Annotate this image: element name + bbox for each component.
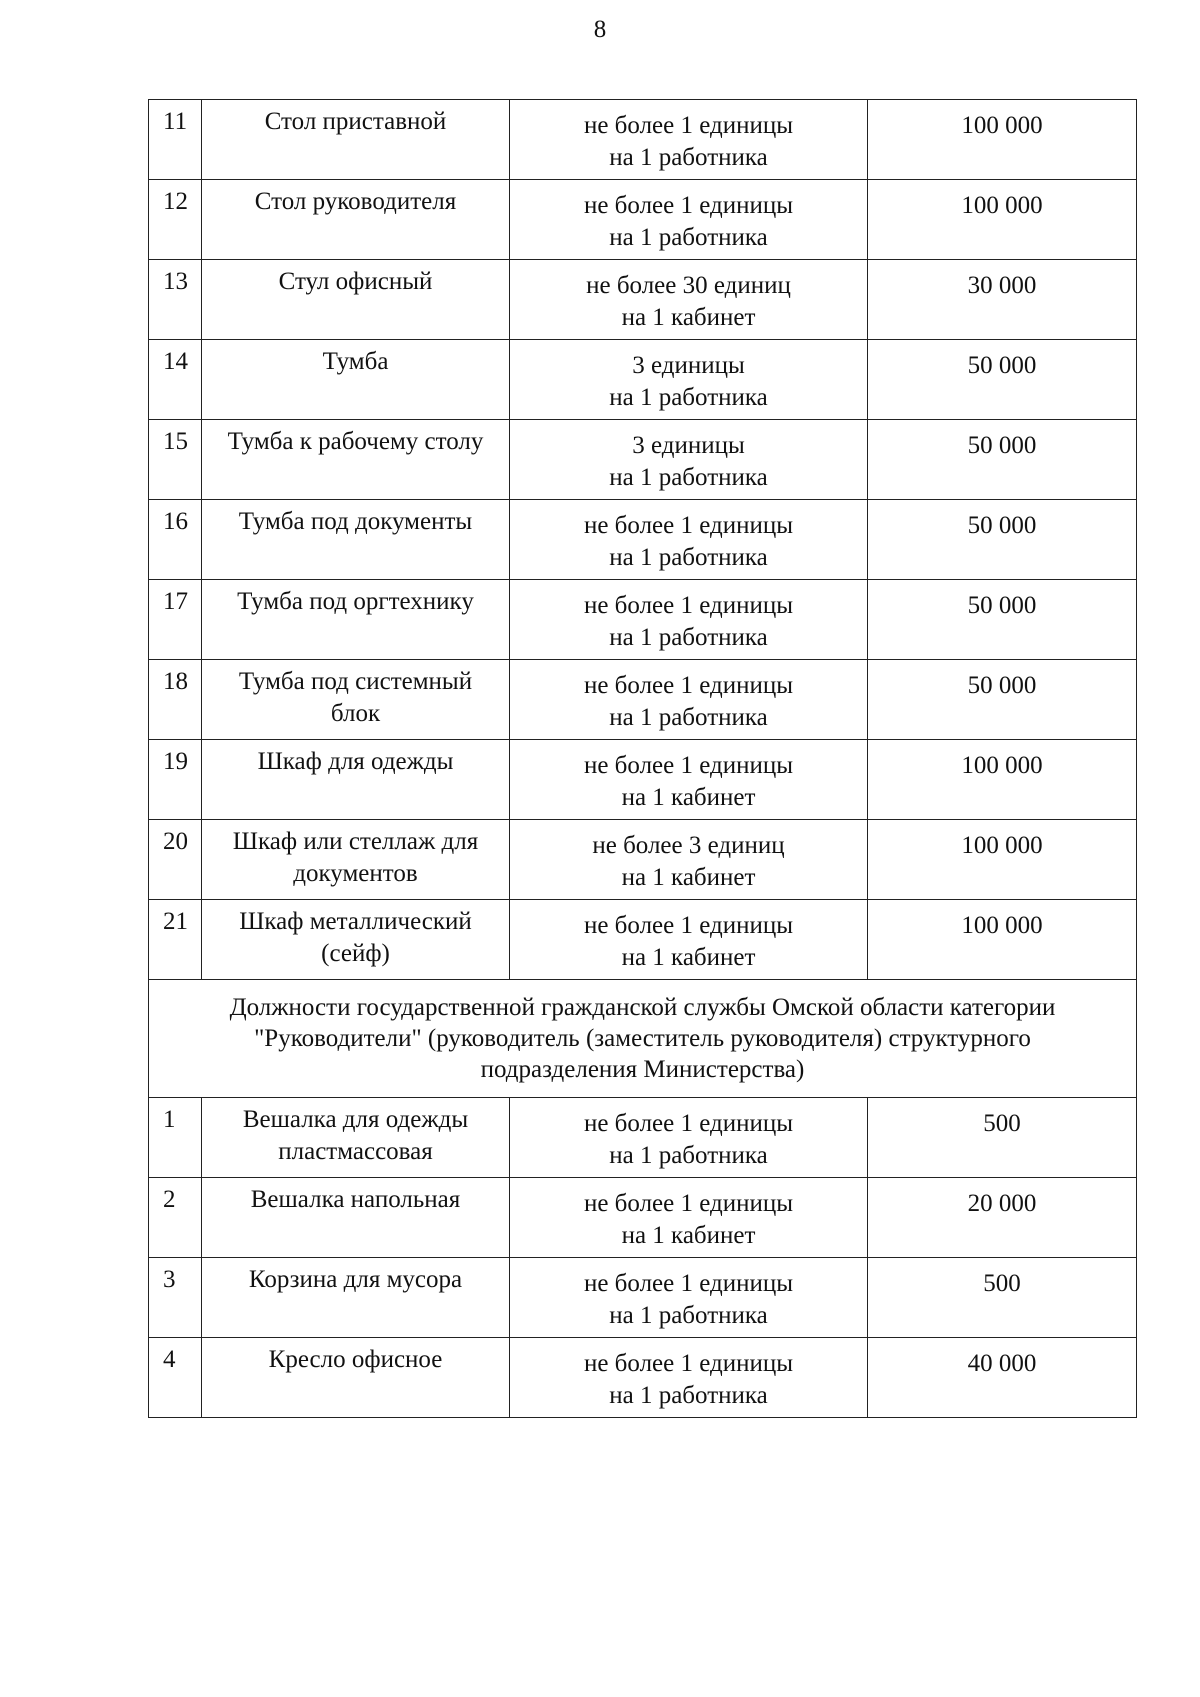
cell-line: не более 1 единицы bbox=[583, 112, 794, 139]
item-quantity-norm bbox=[510, 420, 868, 500]
table-row bbox=[149, 1178, 1137, 1258]
item-name bbox=[202, 1258, 510, 1338]
cell-line: блок bbox=[330, 700, 381, 727]
item-quantity-norm bbox=[510, 1338, 868, 1418]
item-price: 50 000 bbox=[868, 340, 1137, 420]
item-name bbox=[202, 340, 510, 420]
cell-line: на 1 кабинет bbox=[621, 864, 756, 891]
cell-line: Вешалка напольная bbox=[250, 1186, 461, 1213]
table-row bbox=[149, 1098, 1137, 1178]
cell-line: подразделения Министерства) bbox=[480, 1056, 805, 1083]
section-heading-row bbox=[149, 980, 1137, 1098]
cell-line: на 1 работника bbox=[609, 624, 768, 651]
item-quantity-norm bbox=[510, 900, 868, 980]
item-quantity-norm bbox=[510, 660, 868, 740]
item-price: 50 000 bbox=[868, 660, 1137, 740]
row-number: 3 bbox=[149, 1258, 202, 1338]
cell-line: Стул офисный bbox=[278, 268, 433, 295]
row-number: 4 bbox=[149, 1338, 202, 1418]
cell-line: Шкаф металлический bbox=[239, 908, 472, 935]
cell-line: не более 1 единицы bbox=[583, 752, 794, 779]
item-name bbox=[202, 900, 510, 980]
item-name bbox=[202, 500, 510, 580]
item-name bbox=[202, 660, 510, 740]
item-price: 50 000 bbox=[868, 500, 1137, 580]
section-heading bbox=[149, 980, 1137, 1098]
cell-line: не более 1 единицы bbox=[583, 512, 794, 539]
cell-line: на 1 работника bbox=[609, 704, 768, 731]
item-quantity-norm bbox=[510, 740, 868, 820]
row-number: 12 bbox=[149, 180, 202, 260]
cell-line: Тумба под документы bbox=[238, 508, 473, 535]
row-number: 11 bbox=[149, 100, 202, 180]
item-name bbox=[202, 1178, 510, 1258]
row-number: 18 bbox=[149, 660, 202, 740]
cell-line: Тумба под системный bbox=[238, 668, 473, 695]
item-price: 30 000 bbox=[868, 260, 1137, 340]
table-row bbox=[149, 580, 1137, 660]
table-row bbox=[149, 660, 1137, 740]
furniture-norms-table bbox=[148, 99, 1137, 1418]
item-price: 50 000 bbox=[868, 420, 1137, 500]
item-name bbox=[202, 100, 510, 180]
item-price: 40 000 bbox=[868, 1338, 1137, 1418]
cell-line: на 1 кабинет bbox=[621, 944, 756, 971]
cell-line: на 1 работника bbox=[609, 1142, 768, 1169]
table-row bbox=[149, 740, 1137, 820]
row-number: 2 bbox=[149, 1178, 202, 1258]
cell-line: пластмассовая bbox=[278, 1138, 433, 1165]
row-number: 19 bbox=[149, 740, 202, 820]
cell-line: "Руководители" (руководитель (заместитель руководителя) структурного bbox=[254, 1025, 1031, 1052]
row-number: 20 bbox=[149, 820, 202, 900]
cell-line: не более 3 единиц bbox=[592, 832, 785, 859]
cell-line: на 1 работника bbox=[609, 544, 768, 571]
item-quantity-norm bbox=[510, 1098, 868, 1178]
item-price: 100 000 bbox=[868, 180, 1137, 260]
table-row bbox=[149, 1258, 1137, 1338]
cell-line: Вешалка для одежды bbox=[242, 1106, 469, 1133]
cell-line: не более 1 единицы bbox=[583, 592, 794, 619]
cell-line: на 1 работника bbox=[609, 384, 768, 411]
item-name bbox=[202, 260, 510, 340]
item-price: 50 000 bbox=[868, 580, 1137, 660]
cell-line: Тумба к рабочему столу bbox=[227, 428, 484, 455]
row-number: 15 bbox=[149, 420, 202, 500]
item-quantity-norm bbox=[510, 180, 868, 260]
item-quantity-norm bbox=[510, 100, 868, 180]
cell-line: на 1 кабинет bbox=[621, 304, 756, 331]
cell-line: документов bbox=[293, 860, 418, 887]
item-quantity-norm bbox=[510, 820, 868, 900]
cell-line: не более 1 единицы bbox=[583, 1270, 794, 1297]
cell-line: не более 1 единицы bbox=[583, 912, 794, 939]
item-price: 500 bbox=[868, 1258, 1137, 1338]
cell-line: не более 1 единицы bbox=[583, 1110, 794, 1137]
item-price: 100 000 bbox=[868, 820, 1137, 900]
row-number: 17 bbox=[149, 580, 202, 660]
row-number: 13 bbox=[149, 260, 202, 340]
cell-line: на 1 работника bbox=[609, 144, 768, 171]
row-number: 21 bbox=[149, 900, 202, 980]
item-quantity-norm bbox=[510, 500, 868, 580]
cell-line: Шкаф или стеллаж для bbox=[232, 828, 479, 855]
cell-line: Кресло офисное bbox=[268, 1346, 443, 1373]
item-name bbox=[202, 420, 510, 500]
page-number: 8 bbox=[593, 16, 607, 43]
cell-line: Корзина для мусора bbox=[248, 1266, 463, 1293]
cell-line: на 1 работника bbox=[609, 1382, 768, 1409]
table-row bbox=[149, 180, 1137, 260]
item-name bbox=[202, 1098, 510, 1178]
cell-line: не более 1 единицы bbox=[583, 192, 794, 219]
cell-line: Тумба под оргтехнику bbox=[237, 588, 474, 615]
item-price: 100 000 bbox=[868, 740, 1137, 820]
item-price: 500 bbox=[868, 1098, 1137, 1178]
item-name bbox=[202, 740, 510, 820]
table-row bbox=[149, 1338, 1137, 1418]
cell-line: Должности государственной гражданской службы Омской области категории bbox=[229, 994, 1056, 1021]
item-quantity-norm bbox=[510, 1178, 868, 1258]
item-quantity-norm bbox=[510, 580, 868, 660]
item-quantity-norm bbox=[510, 1258, 868, 1338]
cell-line: не более 1 единицы bbox=[583, 672, 794, 699]
cell-line: не более 1 единицы bbox=[583, 1350, 794, 1377]
cell-line: 3 единицы bbox=[632, 352, 745, 379]
table-row bbox=[149, 900, 1137, 980]
row-number: 1 bbox=[149, 1098, 202, 1178]
item-name bbox=[202, 820, 510, 900]
cell-line: на 1 работника bbox=[609, 1302, 768, 1329]
cell-line: на 1 кабинет bbox=[621, 784, 756, 811]
table-row bbox=[149, 260, 1137, 340]
row-number: 16 bbox=[149, 500, 202, 580]
item-name bbox=[202, 180, 510, 260]
table-row bbox=[149, 820, 1137, 900]
item-price: 100 000 bbox=[868, 900, 1137, 980]
cell-line: Шкаф для одежды bbox=[257, 748, 454, 775]
item-price: 20 000 bbox=[868, 1178, 1137, 1258]
table-row bbox=[149, 500, 1137, 580]
cell-line: Стол приставной bbox=[264, 108, 447, 135]
cell-line: на 1 кабинет bbox=[621, 1222, 756, 1249]
cell-line: не более 30 единиц bbox=[586, 272, 791, 299]
cell-line: на 1 работника bbox=[609, 464, 768, 491]
cell-line: (сейф) bbox=[321, 940, 390, 967]
item-quantity-norm bbox=[510, 340, 868, 420]
item-name bbox=[202, 1338, 510, 1418]
cell-line: Тумба bbox=[322, 348, 389, 375]
item-price: 100 000 bbox=[868, 100, 1137, 180]
row-number: 14 bbox=[149, 340, 202, 420]
table-row bbox=[149, 100, 1137, 180]
item-quantity-norm bbox=[510, 260, 868, 340]
cell-line: Стол руководителя bbox=[254, 188, 457, 215]
table-row bbox=[149, 340, 1137, 420]
cell-line: 3 единицы bbox=[632, 432, 745, 459]
cell-line: на 1 работника bbox=[609, 224, 768, 251]
cell-line: не более 1 единицы bbox=[583, 1190, 794, 1217]
item-name bbox=[202, 580, 510, 660]
table-row bbox=[149, 420, 1137, 500]
table-body bbox=[149, 100, 1137, 1418]
